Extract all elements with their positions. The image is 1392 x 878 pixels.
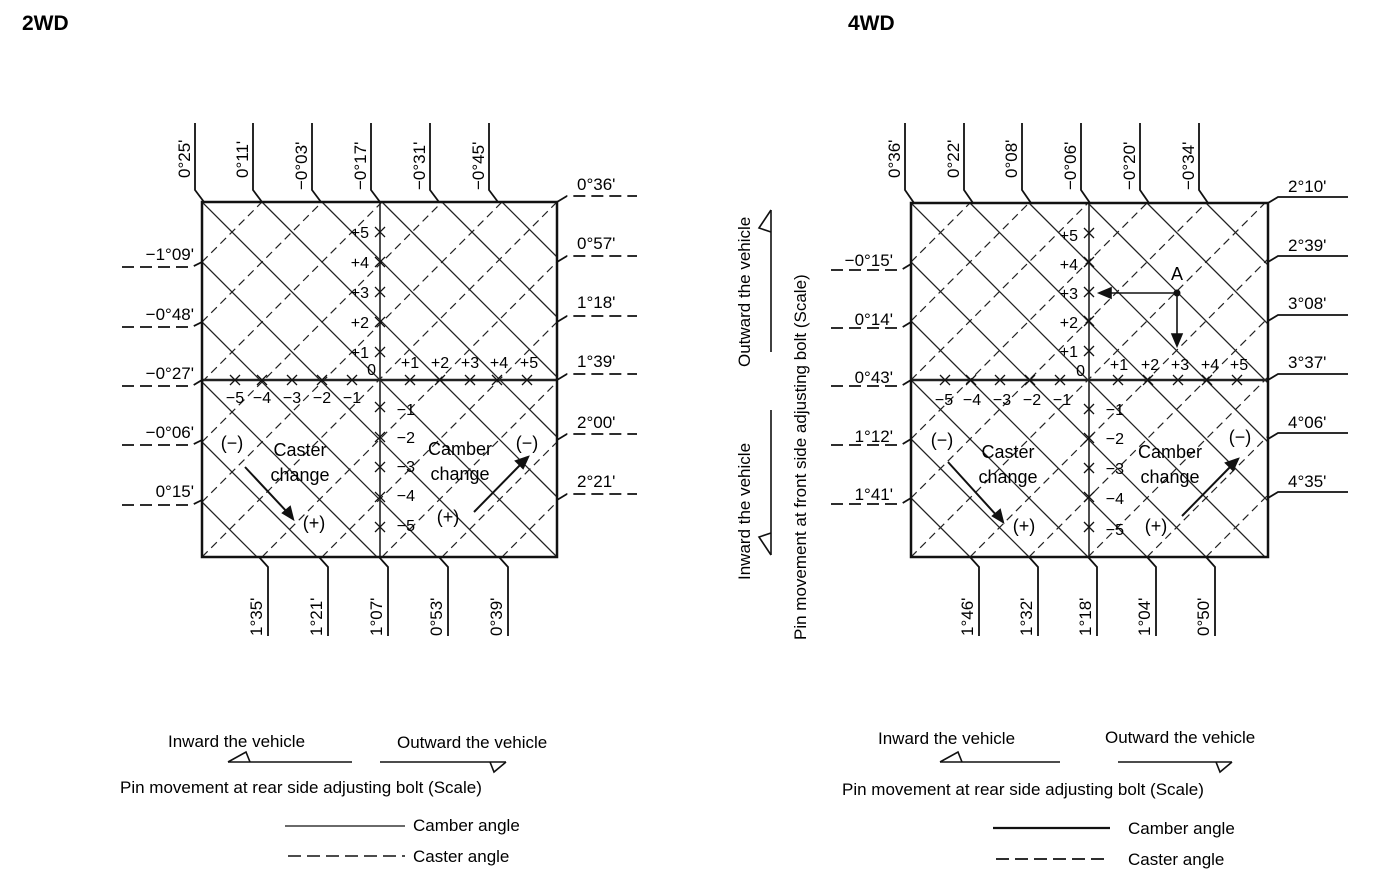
right-label: 3°37' (1288, 353, 1327, 372)
grid-4wd (911, 203, 1268, 560)
caster-change-label: Caster (273, 440, 327, 460)
inward-arrow-icon (940, 752, 1060, 762)
scale-value: +4 (1059, 257, 1078, 274)
panel-2wd (22, 12, 637, 866)
left-label: 0°43' (854, 368, 893, 387)
plus-sign: (+) (302, 513, 326, 533)
top-label: −0°03' (292, 141, 311, 190)
scale-value: +2 (430, 355, 450, 372)
arrow-head (1099, 288, 1111, 298)
legend-outward: Outward the vehicle (1105, 728, 1256, 747)
scale-value: +1 (350, 345, 369, 362)
camber-change-label: Camber (427, 439, 493, 459)
side-inward-label: Inward the vehicle (735, 442, 754, 580)
scale-value: −5 (225, 390, 245, 407)
scale-value: +5 (519, 355, 539, 372)
top-labels (885, 140, 1198, 190)
plus-sign: (+) (1012, 516, 1036, 536)
legend-inward: Inward the vehicle (878, 729, 1016, 748)
top-label: 0°11' (233, 140, 252, 178)
top-label: −0°34' (1179, 141, 1198, 190)
left-label: −0°48' (145, 305, 194, 324)
legend-camber: Camber angle (413, 816, 520, 835)
left-label: 1°41' (854, 485, 893, 504)
panel-title: 4WD (848, 12, 895, 35)
scale-value: −5 (1105, 522, 1124, 539)
top-label: 0°36' (885, 139, 904, 178)
outward-arrow-icon (380, 762, 506, 772)
scale-value: −3 (396, 459, 415, 476)
right-label: 2°21' (577, 472, 616, 491)
outward-arrow-icon (759, 210, 771, 352)
right-label: 3°08' (1288, 294, 1327, 313)
bottom-label: 0°39' (487, 597, 506, 636)
camber-change-label: Camber (1137, 442, 1203, 462)
plus-sign: (+) (436, 507, 460, 527)
right-label: 1°39' (577, 352, 616, 371)
scale-value: −2 (1105, 431, 1124, 448)
legend-inward: Inward the vehicle (168, 732, 306, 751)
legend-pin-movement: Pin movement at rear side adjusting bolt (Scale) (842, 780, 1204, 799)
top-label: 0°22' (944, 139, 963, 178)
left-label: −0°27' (145, 364, 194, 383)
outward-arrow-icon (1118, 762, 1232, 772)
scale-value: +5 (1229, 357, 1249, 374)
change-annotations (931, 427, 1252, 536)
scale-value: −1 (1105, 402, 1124, 419)
minus-sign: (−) (515, 433, 539, 453)
scale-value: −2 (312, 390, 332, 407)
legend-outward: Outward the vehicle (397, 733, 548, 752)
top-label: 0°08' (1002, 139, 1021, 178)
point-label: A (1171, 264, 1184, 284)
scale-value: +5 (350, 225, 369, 242)
scale-value: +1 (1109, 357, 1129, 374)
camber-line (1147, 203, 1268, 324)
front-side-labels (735, 210, 810, 640)
minus-sign: (−) (220, 433, 244, 453)
left-label: 0°14' (854, 310, 893, 329)
legend-camber: Camber angle (1128, 819, 1235, 838)
left-labels (845, 251, 893, 504)
caster-line (1206, 495, 1268, 557)
scale-value: +4 (1200, 357, 1220, 374)
right-label: 1°18' (577, 293, 616, 312)
legend-caster: Caster angle (1128, 850, 1225, 869)
caster-change-label: change (978, 467, 1038, 487)
scale-value: −4 (1105, 491, 1124, 508)
minus-sign: (−) (930, 430, 954, 450)
bottom-label: 1°21' (307, 597, 326, 636)
panel-4wd (735, 12, 1348, 869)
scale-value: +2 (1059, 315, 1078, 332)
scale-value: +2 (1140, 357, 1160, 374)
left-label: 1°12' (854, 427, 893, 446)
scale-value: +3 (350, 285, 369, 302)
bottom-label: 1°35' (247, 597, 266, 636)
scale-value: −1 (1052, 392, 1072, 409)
bottom-label: 0°50' (1194, 597, 1213, 636)
bottom-labels (247, 598, 506, 636)
left-label: −1°09' (145, 245, 194, 264)
side-outward-label: Outward the vehicle (735, 216, 754, 367)
scale-value: +3 (1059, 286, 1078, 303)
plus-sign: (+) (1144, 516, 1168, 536)
scale-value: +2 (350, 315, 369, 332)
left-label: 0°15' (155, 482, 194, 501)
top-label: 0°25' (175, 139, 194, 178)
bottom-label: 0°53' (427, 597, 446, 636)
scale-value: −3 (282, 390, 302, 407)
camber-change-label: change (1140, 467, 1200, 487)
left-label: −0°06' (145, 423, 194, 442)
scale-value: −1 (396, 402, 415, 419)
scale-value: +4 (350, 255, 369, 272)
right-label: 2°00' (577, 413, 616, 432)
bottom-label: 1°04' (1135, 597, 1154, 636)
right-label: 4°06' (1288, 413, 1327, 432)
point-a-marker (1099, 264, 1183, 346)
scale-value: 0 (1076, 363, 1085, 380)
top-label: −0°17' (351, 141, 370, 190)
scale-value: −4 (252, 390, 272, 407)
scale-value: +5 (1059, 228, 1078, 245)
right-label: 2°10' (1288, 177, 1327, 196)
scale-value: −5 (934, 392, 954, 409)
bottom-label: 1°18' (1076, 597, 1095, 636)
right-label: 2°39' (1288, 236, 1327, 255)
legend-caster: Caster angle (413, 847, 510, 866)
top-label: −0°31' (410, 141, 429, 190)
caster-change-label: change (270, 465, 330, 485)
bottom-labels (958, 598, 1213, 636)
left-label: −0°15' (844, 251, 893, 270)
caster-change-label: Caster (981, 442, 1035, 462)
right-label: 0°57' (577, 234, 616, 253)
scale-value: −5 (396, 518, 415, 535)
scale-value: +3 (1170, 357, 1190, 374)
left-labels (146, 245, 194, 501)
right-labels (1288, 177, 1326, 491)
inward-arrow-icon (759, 410, 771, 555)
scale-value: −4 (396, 488, 415, 505)
scale-value: −3 (992, 392, 1012, 409)
right-labels (577, 175, 615, 491)
top-label: −0°06' (1061, 141, 1080, 190)
grid-2wd (202, 202, 557, 557)
scale-value: −1 (342, 390, 362, 407)
scale-value: +1 (400, 355, 420, 372)
panel-title: 2WD (22, 12, 69, 35)
scale-value: −4 (962, 392, 982, 409)
bottom-label: 1°07' (367, 597, 386, 636)
scale-value: +3 (460, 355, 480, 372)
right-label: 4°35' (1288, 472, 1327, 491)
legend-2wd (120, 732, 547, 866)
scale-value: 0 (367, 362, 376, 379)
left-leaders (122, 262, 202, 505)
top-label: −0°45' (469, 141, 488, 190)
arrow-head (1172, 334, 1182, 346)
bottom-label: 1°46' (958, 597, 977, 636)
bottom-label: 1°32' (1017, 597, 1036, 636)
minus-sign: (−) (1228, 427, 1252, 447)
scale-value: +4 (489, 355, 509, 372)
camber-line (1206, 203, 1268, 265)
scale-value: −2 (1022, 392, 1042, 409)
scale-value: −2 (396, 430, 415, 447)
scale-value: +1 (1059, 344, 1078, 361)
top-label: −0°20' (1120, 141, 1139, 190)
inward-arrow-icon (228, 752, 352, 762)
legend-4wd (842, 728, 1255, 869)
side-pin-movement-label: Pin movement at front side adjusting bolt (Scale) (791, 274, 810, 640)
camber-change-label: change (430, 464, 490, 484)
top-labels (175, 140, 488, 190)
scale-value: −3 (1105, 461, 1124, 478)
legend-pin-movement: Pin movement at rear side adjusting bolt (Scale) (120, 778, 482, 797)
right-label: 0°36' (577, 175, 616, 194)
